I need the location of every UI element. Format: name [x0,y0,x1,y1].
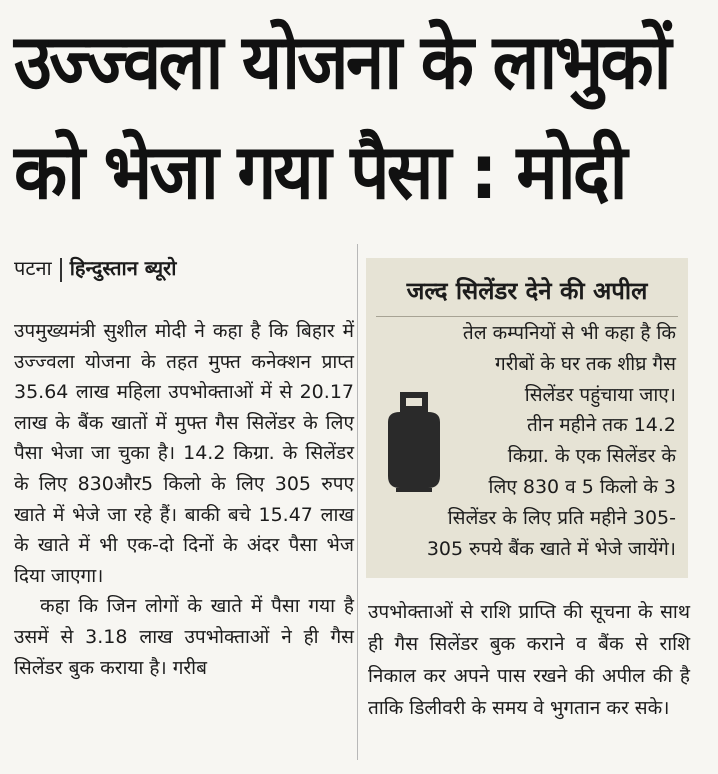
article-left-column [14,316,354,683]
sidebar-title-rule [376,316,678,317]
headline-line-2: को भेजा गया पैसा : मोदी [14,127,625,216]
sidebar-line: सिलेंडर के लिए प्रति महीने 305- [447,506,676,529]
article-paragraph-1: उपमुख्यमंत्री सुशील मोदी ने कहा है कि बिहार में उज्ज्वला योजना के तहत मुफ्त कनेक्शन प्राप्त 35.64 लाख महिला उपभोक्ताओं में से 20.17 लाख के बैंक खातों में मुफ्त गैस सिलेंडर के लिए पैसा भेजा जा चुका है। 14.2 किग्रा. के सिलेंडर के लिए 830और5 किलो के लिए 305 रुपए खाते में भेजे जा रहे हैं। बाकी बचे 15.47 लाख के खाते में भी एक-दो दिनों के अंदर पैसा भेज दिया जाएगा। [14,320,354,587]
dateline-source: हिन्दुस्तान ब्यूरो [69,256,177,280]
sidebar-line: 305 रुपये बैंक खाते में भेजे जायेंगे। [426,537,676,560]
dateline-separator [60,258,62,282]
dateline-place: पटना [14,256,52,280]
sidebar-line: तेल कम्पनियों से भी कहा है कि [462,322,676,344]
sidebar-box [366,258,688,578]
article-continuation: उपभोक्ताओं से राशि प्राप्ति की सूचना के साथ ही गैस सिलेंडर बुक कराने व बैंक से राशि निकाल कर अपने पास रखने की अपील की है ताकि डिलीवरी के समय वे भुगतान कर सके। [368,601,690,719]
headline-line-1: उज्ज्वला योजना के लाभुकों [14,17,669,106]
sidebar-line: गरीबों के घर तक शीघ्र गैस [495,352,676,375]
article-right-column [368,596,690,724]
sidebar-title: जल्द सिलेंडर देने की अपील [406,277,648,305]
sidebar-text [376,318,676,564]
article-paragraph-2: कहा कि जिन लोगों के खाते में पैसा गया है उसमें से 3.18 लाख उपभोक्ताओं ने ही गैस सिलेंडर बुक कराया है। गरीब [14,595,354,679]
dateline [14,254,176,282]
sidebar-line: किग्रा. के एक सिलेंडर के [507,445,676,468]
column-divider [357,244,358,760]
sidebar-line: सिलेंडर पहुंचाया जाए। [524,383,676,406]
sidebar-line: तीन महीने तक 14.2 [526,414,676,437]
sidebar-line: लिए 830 व 5 किलो के 3 [488,475,676,498]
